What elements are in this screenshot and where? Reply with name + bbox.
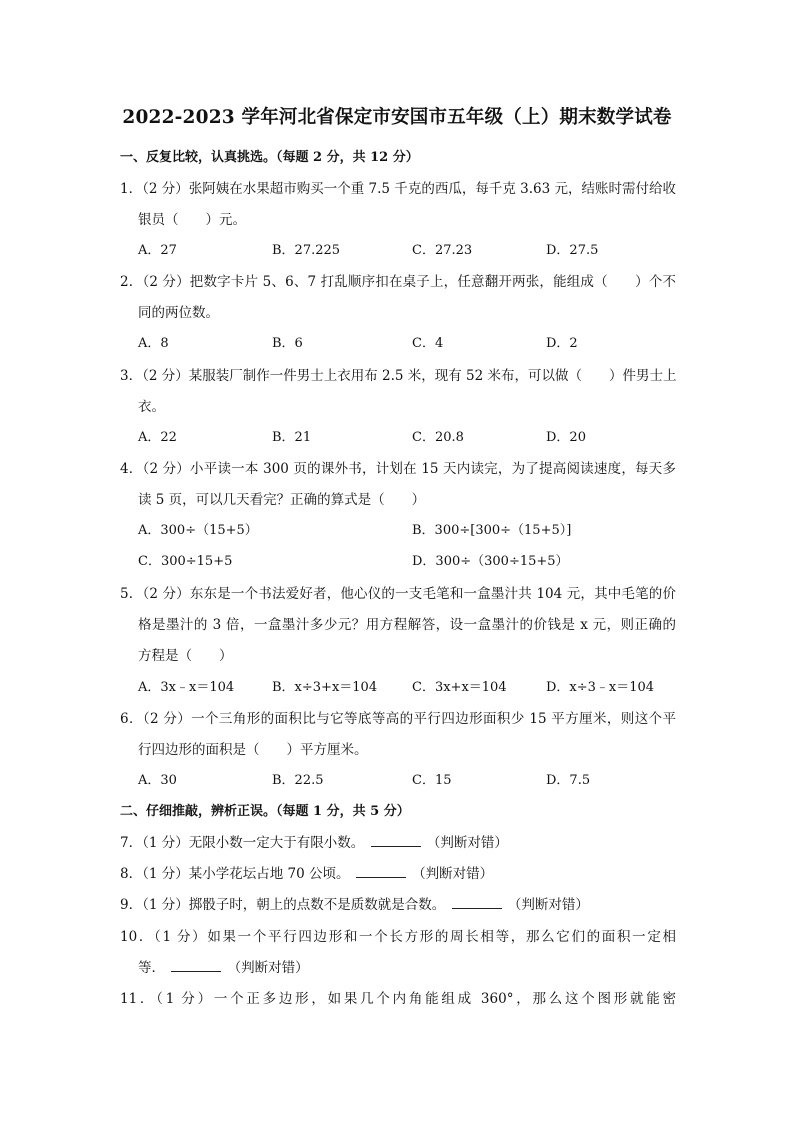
q3-option-d: D．20 — [546, 430, 586, 445]
q6-option-c: C．15 — [412, 773, 452, 788]
q4-option-d: D．300÷（300÷15+5） — [412, 554, 569, 569]
question-2-line-2: 同的两位数。 — [138, 305, 219, 321]
q6-option-a: A．30 — [138, 773, 177, 788]
question-4-line-1: 4．（2 分）小平读一本 300 页的课外书，计划在 15 天内读完，为了提高阅读速度，每天多 — [120, 461, 676, 477]
question-9-text: 9．（1 分）掷骰子时，朝上的点数不是质数就是合数。 — [120, 897, 446, 913]
question-10-line-2 — [138, 956, 309, 976]
q3-option-b: B．21 — [272, 430, 312, 445]
q5-option-c: C．3x+x＝104 — [412, 680, 507, 695]
q1-option-c: C．27.23 — [412, 243, 473, 258]
question-3-line-2: 衣。 — [138, 399, 165, 415]
answer-blank[interactable] — [371, 834, 421, 847]
question-3-line-1: 3．（2 分）某服装厂制作一件男士上衣用布 2.5 米，现有 52 米布，可以做（ ）件男士上 — [120, 368, 677, 384]
question-11-line-1: 11．（1 分）一个正多边形，如果几个内角能组成 360°，那么这个图形就能密 — [120, 991, 676, 1007]
q5-option-d: D．x÷3﹣x＝104 — [546, 680, 655, 695]
page-title: 2022-2023 学年河北省保定市安国市五年级（上）期末数学试卷 — [122, 107, 672, 128]
q5-option-b: B．x÷3+x＝104 — [272, 680, 378, 695]
question-8 — [120, 862, 493, 882]
question-10-suffix: （判断对错） — [227, 960, 309, 976]
answer-blank[interactable] — [452, 896, 502, 909]
question-5-line-1: 5．（2 分）东东是一个书法爱好者，他心仪的一支毛笔和一盒墨汁共 104 元，其中毛笔的价 — [120, 586, 676, 602]
q4-option-b: B．300÷[300÷（15+5）] — [412, 523, 572, 538]
q4-option-c: C．300÷15+5 — [138, 554, 233, 569]
q1-option-d: D．27.5 — [546, 243, 599, 258]
q2-option-a: A．8 — [138, 336, 169, 351]
question-5-line-2: 格是墨汁的 3 倍，一盒墨汁多少元？用方程解答，设一盒墨汁的价钱是 x 元，则正确的 — [138, 617, 676, 633]
question-7 — [120, 831, 508, 851]
q5-option-a: A．3x﹣x＝104 — [138, 680, 235, 695]
q6-option-d: D．7.5 — [546, 773, 591, 788]
question-8-text: 8．（1 分）某小学花坛占地 70 公顷。 — [120, 866, 350, 882]
question-9-suffix: （判断对错） — [507, 897, 589, 913]
q3-option-c: C．20.8 — [412, 430, 464, 445]
q1-option-b: B．27.225 — [272, 243, 341, 258]
question-1-line-2: 银员（ ）元。 — [138, 212, 246, 228]
question-7-suffix: （判断对错） — [426, 835, 508, 851]
section-heading-2: 二、仔细推敲，辨析正误。（每题 1 分，共 5 分） — [120, 804, 410, 819]
question-1-line-1: 1．（2 分）张阿姨在水果超市购买一个重 7.5 千克的西瓜，每千克 3.63 元，结账时需付给收 — [120, 181, 676, 197]
q4-option-a: A．300÷（15+5） — [138, 523, 258, 538]
q2-option-b: B．6 — [272, 336, 303, 351]
question-9 — [120, 893, 589, 913]
question-4-line-2: 读 5 页，可以几天看完？正确的算式是（ ） — [138, 492, 426, 508]
question-10-line-1: 10．（1 分）如果一个平行四边形和一个长方形的周长相等，那么它们的面积一定相 — [120, 929, 676, 945]
q6-option-b: B．22.5 — [272, 773, 324, 788]
answer-blank[interactable] — [171, 959, 221, 972]
question-5-line-3: 方程是（ ） — [138, 648, 233, 664]
question-6-line-2: 行四边形的面积是（ ）平方厘米。 — [138, 742, 368, 758]
answer-blank[interactable] — [356, 865, 406, 878]
question-8-suffix: （判断对错） — [412, 866, 494, 882]
question-6-line-1: 6．（2 分）一个三角形的面积比与它等底等高的平行四边形面积少 15 平方厘米，则这个平 — [120, 711, 676, 727]
section-heading-1: 一、反复比较，认真挑选。（每题 2 分，共 12 分） — [120, 150, 419, 165]
q2-option-d: D．2 — [546, 336, 578, 351]
q2-option-c: C．4 — [412, 336, 444, 351]
question-7-text: 7．（1 分）无限小数一定大于有限小数。 — [120, 835, 365, 851]
q1-option-a: A．27 — [138, 243, 177, 258]
question-2-line-1: 2．（2 分）把数字卡片 5、6、7 打乱顺序扣在桌子上，任意翻开两张，能组成（ ）个不 — [120, 274, 676, 290]
q3-option-a: A．22 — [138, 430, 177, 445]
question-10-text: 等． — [138, 960, 165, 976]
